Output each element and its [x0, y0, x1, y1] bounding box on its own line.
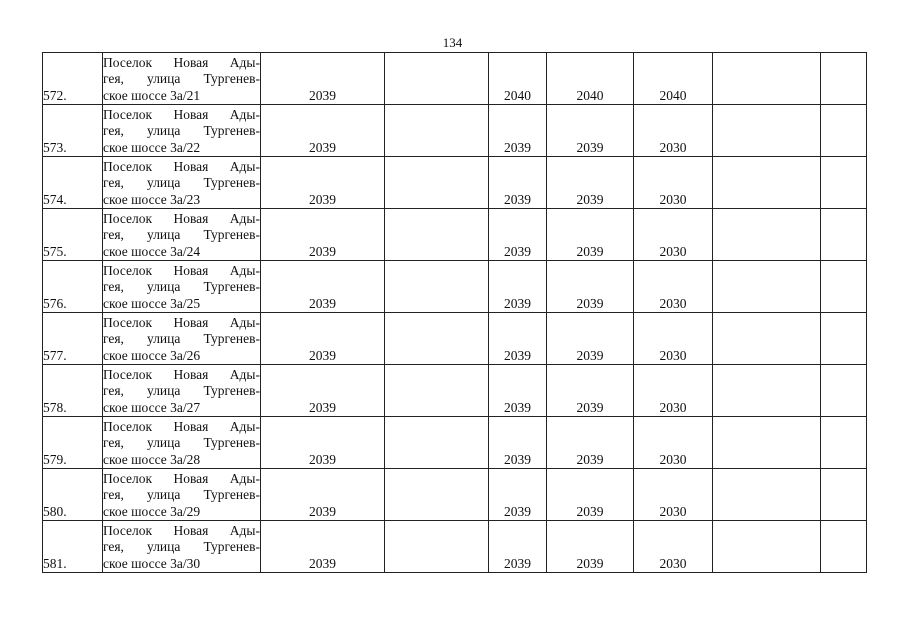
empty-cell — [821, 313, 867, 365]
year-cell: 2040 — [489, 53, 547, 105]
row-number: 580. — [43, 469, 103, 521]
empty-cell — [821, 365, 867, 417]
empty-cell — [713, 417, 821, 469]
year-cell: 2039 — [547, 521, 634, 573]
address-line: ское шоссе 3а/24 — [103, 243, 201, 259]
empty-cell — [713, 53, 821, 105]
empty-cell — [821, 105, 867, 157]
row-number: 581. — [43, 521, 103, 573]
year-cell: 2039 — [489, 157, 547, 209]
year-cell: 2030 — [634, 417, 713, 469]
address-cell — [103, 313, 261, 365]
empty-cell — [385, 313, 489, 365]
year-cell: 2039 — [261, 417, 385, 469]
address-line: Поселок Новая Ады- — [103, 470, 260, 486]
address-line: Поселок Новая Ады- — [103, 210, 260, 226]
year-cell: 2040 — [634, 53, 713, 105]
year-cell: 2030 — [634, 209, 713, 261]
empty-cell — [713, 365, 821, 417]
address-cell — [103, 365, 261, 417]
table-row — [43, 105, 867, 157]
row-number: 576. — [43, 261, 103, 313]
address-line: Поселок Новая Ады- — [103, 366, 260, 382]
address-line: гея, улица Тургенев- — [103, 175, 260, 190]
address-line: ское шоссе 3а/23 — [103, 191, 201, 207]
address-line: Поселок Новая Ады- — [103, 54, 260, 70]
year-cell: 2039 — [489, 365, 547, 417]
address-line: ское шоссе 3а/22 — [103, 139, 201, 155]
address-cell — [103, 157, 261, 209]
empty-cell — [713, 157, 821, 209]
empty-cell — [821, 261, 867, 313]
year-cell: 2039 — [547, 261, 634, 313]
table-row — [43, 521, 867, 573]
table-row — [43, 365, 867, 417]
empty-cell — [385, 261, 489, 313]
address-line: ское шоссе 3а/25 — [103, 295, 201, 311]
empty-cell — [713, 105, 821, 157]
empty-cell — [385, 53, 489, 105]
address-cell — [103, 469, 261, 521]
year-cell: 2030 — [634, 365, 713, 417]
year-cell: 2039 — [261, 313, 385, 365]
year-cell: 2030 — [634, 469, 713, 521]
year-cell: 2039 — [261, 53, 385, 105]
address-line: Поселок Новая Ады- — [103, 522, 260, 538]
year-cell: 2040 — [547, 53, 634, 105]
address-cell — [103, 417, 261, 469]
year-cell: 2030 — [634, 157, 713, 209]
address-line: ское шоссе 3а/30 — [103, 555, 201, 571]
empty-cell — [821, 417, 867, 469]
year-cell: 2039 — [261, 157, 385, 209]
empty-cell — [385, 521, 489, 573]
address-line: Поселок Новая Ады- — [103, 418, 260, 434]
address-line: гея, улица Тургенев- — [103, 227, 260, 242]
year-cell: 2039 — [547, 209, 634, 261]
year-cell: 2039 — [547, 417, 634, 469]
address-line: гея, улица Тургенев- — [103, 331, 260, 346]
year-cell: 2039 — [261, 105, 385, 157]
row-number: 574. — [43, 157, 103, 209]
table-row — [43, 53, 867, 105]
year-cell: 2039 — [489, 261, 547, 313]
year-cell: 2039 — [261, 365, 385, 417]
year-cell: 2039 — [261, 469, 385, 521]
year-cell: 2039 — [547, 157, 634, 209]
table-row — [43, 313, 867, 365]
row-number: 575. — [43, 209, 103, 261]
empty-cell — [821, 53, 867, 105]
address-line: гея, улица Тургенев- — [103, 435, 260, 450]
empty-cell — [385, 417, 489, 469]
address-cell — [103, 521, 261, 573]
registry-table — [42, 52, 867, 573]
address-cell — [103, 261, 261, 313]
empty-cell — [385, 469, 489, 521]
address-line: Поселок Новая Ады- — [103, 262, 260, 278]
year-cell: 2030 — [634, 105, 713, 157]
year-cell: 2039 — [489, 313, 547, 365]
address-cell — [103, 53, 261, 105]
empty-cell — [713, 261, 821, 313]
year-cell: 2030 — [634, 521, 713, 573]
table-row — [43, 469, 867, 521]
row-number: 578. — [43, 365, 103, 417]
year-cell: 2039 — [489, 209, 547, 261]
empty-cell — [385, 209, 489, 261]
year-cell: 2039 — [489, 469, 547, 521]
empty-cell — [713, 313, 821, 365]
address-line: ское шоссе 3а/28 — [103, 451, 201, 467]
empty-cell — [713, 521, 821, 573]
empty-cell — [385, 365, 489, 417]
page-number: 134 — [442, 35, 463, 50]
address-line: гея, улица Тургенев- — [103, 279, 260, 294]
table-row — [43, 417, 867, 469]
table-row — [43, 261, 867, 313]
empty-cell — [821, 469, 867, 521]
year-cell: 2039 — [547, 365, 634, 417]
row-number: 579. — [43, 417, 103, 469]
empty-cell — [821, 521, 867, 573]
row-number: 573. — [43, 105, 103, 157]
address-line: Поселок Новая Ады- — [103, 106, 260, 122]
year-cell: 2039 — [547, 105, 634, 157]
year-cell: 2039 — [489, 417, 547, 469]
year-cell: 2039 — [547, 313, 634, 365]
address-line: Поселок Новая Ады- — [103, 158, 260, 174]
address-line: гея, улица Тургенев- — [103, 487, 260, 502]
address-line: ское шоссе 3а/27 — [103, 399, 201, 415]
empty-cell — [385, 157, 489, 209]
empty-cell — [713, 469, 821, 521]
year-cell: 2030 — [634, 313, 713, 365]
year-cell: 2039 — [261, 521, 385, 573]
address-cell — [103, 105, 261, 157]
address-line: ское шоссе 3а/29 — [103, 503, 201, 519]
empty-cell — [821, 157, 867, 209]
table-row — [43, 209, 867, 261]
year-cell: 2030 — [634, 261, 713, 313]
year-cell: 2039 — [489, 521, 547, 573]
address-line: гея, улица Тургенев- — [103, 123, 260, 138]
year-cell: 2039 — [489, 105, 547, 157]
year-cell: 2039 — [547, 469, 634, 521]
address-line: ское шоссе 3а/26 — [103, 347, 201, 363]
address-line: гея, улица Тургенев- — [103, 71, 260, 86]
table-row — [43, 157, 867, 209]
empty-cell — [821, 209, 867, 261]
address-line: Поселок Новая Ады- — [103, 314, 260, 330]
empty-cell — [385, 105, 489, 157]
address-line: гея, улица Тургенев- — [103, 539, 260, 554]
row-number: 577. — [43, 313, 103, 365]
address-line: ское шоссе 3а/21 — [103, 87, 201, 103]
address-line: гея, улица Тургенев- — [103, 383, 260, 398]
row-number: 572. — [43, 53, 103, 105]
table-body — [43, 53, 867, 573]
year-cell: 2039 — [261, 261, 385, 313]
year-cell: 2039 — [261, 209, 385, 261]
empty-cell — [713, 209, 821, 261]
address-cell — [103, 209, 261, 261]
